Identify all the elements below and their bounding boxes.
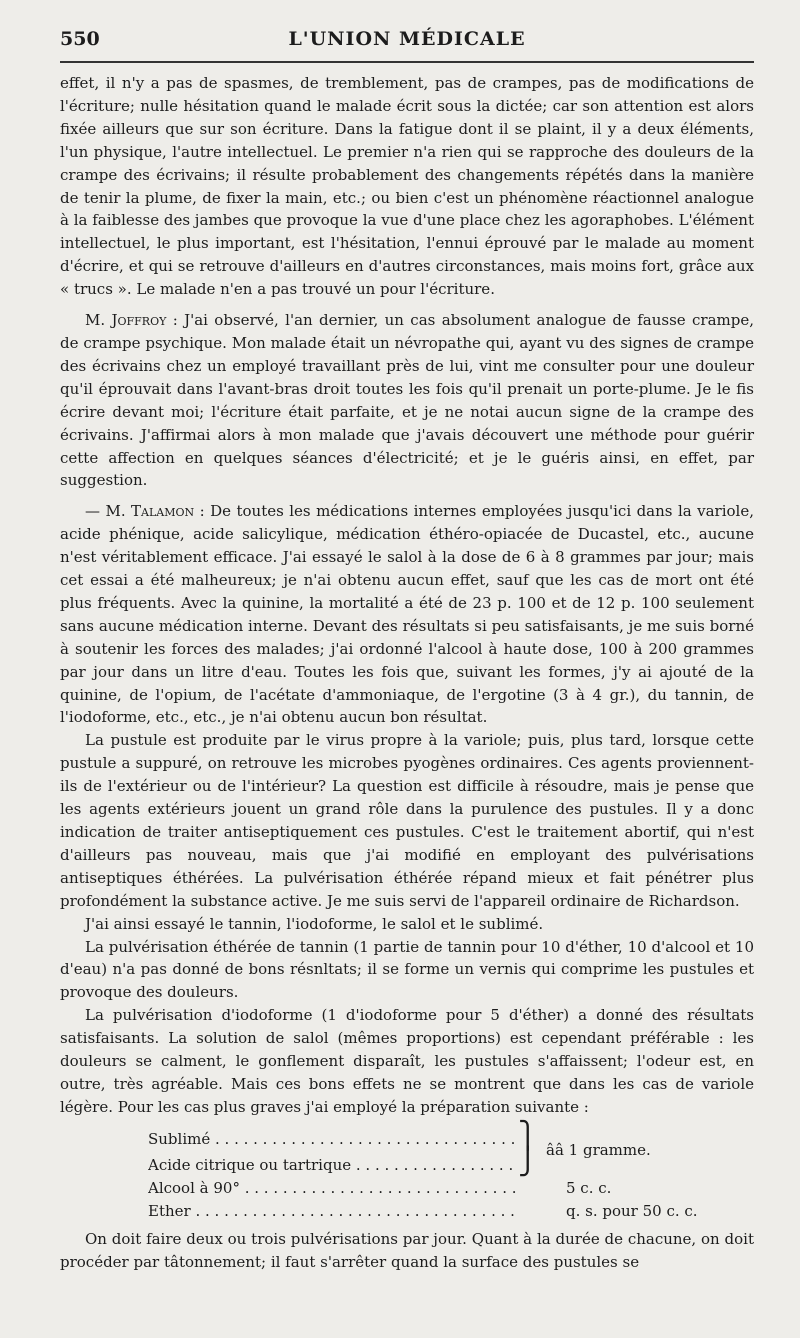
brace-top: ⎫ [518,1120,538,1151]
paragraph-final: On doit faire deux ou trois pulvérisations par jour. Quant à la durée de chacune, on doit procéder par tâtonnement; il faut s'arrêter quand la surface des pustules se [60,1230,754,1272]
paragraph-pustule: La pustule est produite par le virus propre à la variole; puis, plus tard, lorsque cette pustule a suppuré, on retrouve les microbes pyogènes ordinaires. Ces agents proviennent-ils de l'extérieur ou de l'intérieur? La question est difficile à résoudre, mais je pense que les agents extérieurs jouent un grand rôle dans la purulence des pustules. Il y a donc indication de traiter antiseptiquement ces pustules. C'est le traitement abortif, qui n'est d'ailleurs pas nouveau, mais que j'ai modifié en employant des pulvérisations antiseptiques éthérées. La pulvérisation éthérée répand mieux et fait pénétrer plus profondément la substance active. Je me suis servi de l'appareil ordinaire de Richardson. [60,731,754,910]
recipe-quantity: q. s. pour 50 c. c. [566,1201,698,1220]
paragraph-iodoforme: La pulvérisation d'iodoforme (1 d'iodoforme pour 5 d'éther) a donné des résultats satisfaisants. La solution de salol (mêmes proportions) est cependant préférable : les douleurs se calment, le gonflement disparaît, les pustules s'affaissent; l'odeur est, en outre, très agréable. Mais ces bons effets ne se montrent que dans les cas de variole légère. Pour les cas plus graves j'ai employé la préparation suivante : [60,1006,754,1116]
recipe-table [148,1120,754,1223]
article-body [60,72,754,1274]
speaker-text: : J'ai observé, l'an dernier, un cas absolument analogue de fausse crampe, de crampe psychique. Mon malade était un névropathe qui, ayant vu des signes de crampe des écrivains chez un employé travaillant près de lui, vint me consulter pour une douleur qu'il éprouvait dans l'avant-bras droit toutes les fois qu'il prenait un porte-plume. Je le fis écrire devant moi; l'écriture était parfaite, et je ne notai aucun signe de la crampe des écrivains. J'affirmai alors à mon malade que j'avais découvert une méthode pour guérir cette affection en quelques séances d'électricité; et je le guéris ainsi, en effet, par suggestion. [60,311,754,490]
paragraph-1: effet, il n'y a pas de spasmes, de tremblement, pas de crampes, pas de modifications de l'écriture; nulle hésitation quand le malade écrit sous la dictée; car son attention est alors fixée ailleurs que sur son écriture. Dans la fatigue dont il se plaint, il y a deux éléments, l'un physique, l'autre intellectuel. Le premier n'a rien qui se rapproche des douleurs de la crampe des écrivains; il résulte probablement des changements répétés dans la manière de tenir la plume, de fixer la main, etc.; ou bien c'est un phénomène réactionnel analogue à la faiblesse des jambes que provoque la vue d'une place chez les agoraphobes. L'élément intellectuel, le plus important, est l'hésitation, l'ennui éprouvé par le malade au moment d'écrire, et qui se retrouve d'ailleurs en d'autres circonstances, mais moins fort, grâce aux « trucs ». Le malade n'en a pas trouvé un pour l'écriture. [60,74,754,299]
speaker-prefix: M. [85,311,112,330]
recipe-row [148,1120,754,1151]
speaker-text: : De toutes les médications internes employées jusqu'ici dans la variole, acide phénique, acide salicylique, médication éthéro-opiacée de Ducastel, etc., aucune n'est véritablement efficace. J'ai essayé le salol à la dose de 6 à 8 grammes par jour; mais cet essai a été malheureux; je n'ai obtenu aucun effet, sauf que les cas de mort ont été plus fréquents. Avec la quinine, la mortalité a été de 23 p. 100 et de 12 p. 100 seulement sans aucune médication interne. Devant des résultats si peu satisfaisants, je me suis borné à soutenir les forces des malades; j'ai ordonné l'alcool à haute dose, 100 à 200 grammes par jour dans un litre d'eau. Toutes les fois que, suivant les formes, j'y ai ajouté de la quinine, de l'opium, de l'acétate d'ammoniaque, de l'ergotine (3 à 4 gr.), du tannin, de l'iodoforme, etc., etc., je n'ai obtenu aucun bon résultat. [60,502,754,727]
recipe-quantity: 5 c. c. [566,1178,612,1197]
recipe-ingredient: Acide citrique ou tartrique . . . [148,1154,518,1177]
header-rule [60,61,754,63]
page-header [60,28,754,58]
recipe-brace-quantity: ââ 1 gramme. [546,1140,651,1159]
paragraph-tannin: La pulvérisation éthérée de tannin (1 partie de tannin pour 10 d'éther, 10 d'alcool et 10 d'eau) n'a pas donné de bons résnltats; il se forme un vernis qui comprime les pustules et provoque des douleurs. [60,937,754,1002]
page-number: 550 [60,28,100,50]
running-title: L'UNION MÉDICALE [288,28,526,50]
speaker-name: Joffroy [111,311,167,330]
recipe-row [148,1177,754,1200]
brace-bottom: ⎭ [518,1146,538,1177]
paragraph-talamon [60,500,754,729]
paragraph-essais: J'ai ainsi essayé le tannin, l'iodoforme, le salol et le sublimé. [85,914,544,933]
recipe-ingredient: Sublimé . . . [148,1128,518,1151]
paragraph-joffroy [60,309,754,492]
recipe-row [148,1200,754,1223]
recipe-ingredient: Ether . . . [148,1200,518,1223]
recipe-ingredient: Alcool à 90° . . . [148,1177,518,1200]
speaker-name: Talamon [131,502,195,521]
speaker-prefix: — M. [85,502,132,521]
